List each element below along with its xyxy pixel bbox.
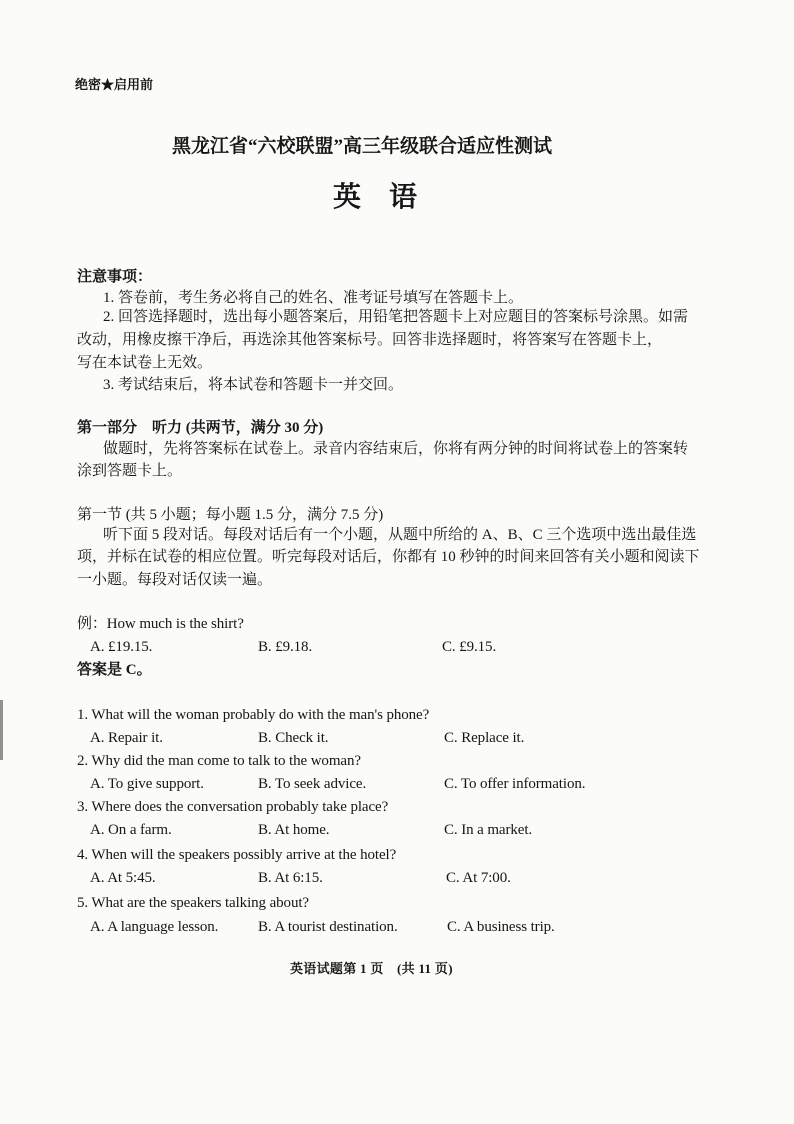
answer-option: C. In a market. <box>444 822 533 838</box>
section-instructions-line: 一小题。每段对话仅读一遍。 <box>77 572 273 588</box>
notice-heading: 注意事项： <box>77 269 153 285</box>
answer-option: A. Repair it. <box>90 730 163 746</box>
subject-title: 英 语 <box>333 182 418 213</box>
answer-option: A. On a farm. <box>90 822 172 838</box>
part-instructions-line: 涂到答题卡上。 <box>77 463 183 479</box>
question-stem: 1. What will the woman probably do with the man's phone? <box>77 707 430 723</box>
scan-edge-mark <box>0 700 3 760</box>
section-instructions-line: 听下面 5 段对话。每段对话后有一个小题，从题中所给的 A、B、C 三个选项中选出最佳选 <box>103 527 697 543</box>
part-heading: 第一部分 听力 (共两节，满分 30 分) <box>77 420 324 436</box>
answer-option: C. £9.15. <box>442 639 497 655</box>
section-heading: 第一节 (共 5 小题；每小题 1.5 分，满分 7.5 分) <box>77 507 384 523</box>
notice-item-line: 1. 答卷前，考生务必将自己的姓名、准考证号填写在答题卡上。 <box>103 290 524 306</box>
notice-item-line: 写在本试卷上无效。 <box>77 355 213 371</box>
section-instructions-line: 项，并标在试卷的相应位置。听完每段对话后，你都有 10 秒钟的时间来回答有关小题和阅读下 <box>77 549 700 565</box>
answer-option: B. A tourist destination. <box>258 919 398 935</box>
answer-option: C. At 7:00. <box>446 870 511 886</box>
answer-option: C. A business trip. <box>447 919 555 935</box>
example-question: 例：How much is the shirt? <box>77 616 244 632</box>
notice-item-line: 2. 回答选择题时，选出每小题答案后，用铅笔把答题卡上对应题目的答案标号涂黑。如需 <box>103 309 689 325</box>
classification-mark: 绝密★启用前 <box>75 77 154 92</box>
answer-option: B. Check it. <box>258 730 329 746</box>
answer-option: A. £19.15. <box>90 639 153 655</box>
answer-option: A. At 5:45. <box>90 870 156 886</box>
footer-page-info: 英语试题第 1 页 (共 11 页) <box>290 961 453 976</box>
answer-option: B. £9.18. <box>258 639 313 655</box>
answer-option: A. A language lesson. <box>90 919 219 935</box>
answer-option: B. At 6:15. <box>258 870 323 886</box>
answer-option: B. To seek advice. <box>258 776 367 792</box>
question-stem: 5. What are the speakers talking about? <box>77 895 309 911</box>
notice-item-line: 3. 考试结束后，将本试卷和答题卡一并交回。 <box>103 377 404 393</box>
example-answer: 答案是 C。 <box>77 662 152 678</box>
notice-item-line: 改动，用橡皮擦干净后，再选涂其他答案标号。回答非选择题时，将答案写在答题卡上， <box>77 332 663 348</box>
answer-option: A. To give support. <box>90 776 204 792</box>
part-instructions-line: 做题时，先将答案标在试卷上。录音内容结束后，你将有两分钟的时间将试卷上的答案转 <box>103 441 689 457</box>
question-stem: 4. When will the speakers possibly arrive at the hotel? <box>77 847 397 863</box>
answer-option: C. Replace it. <box>444 730 525 746</box>
exam-title: 黑龙江省“六校联盟”高三年级联合适应性测试 <box>172 136 553 157</box>
question-stem: 2. Why did the man come to talk to the woman? <box>77 753 361 769</box>
answer-option: B. At home. <box>258 822 330 838</box>
answer-option: C. To offer information. <box>444 776 586 792</box>
question-stem: 3. Where does the conversation probably take place? <box>77 799 389 815</box>
